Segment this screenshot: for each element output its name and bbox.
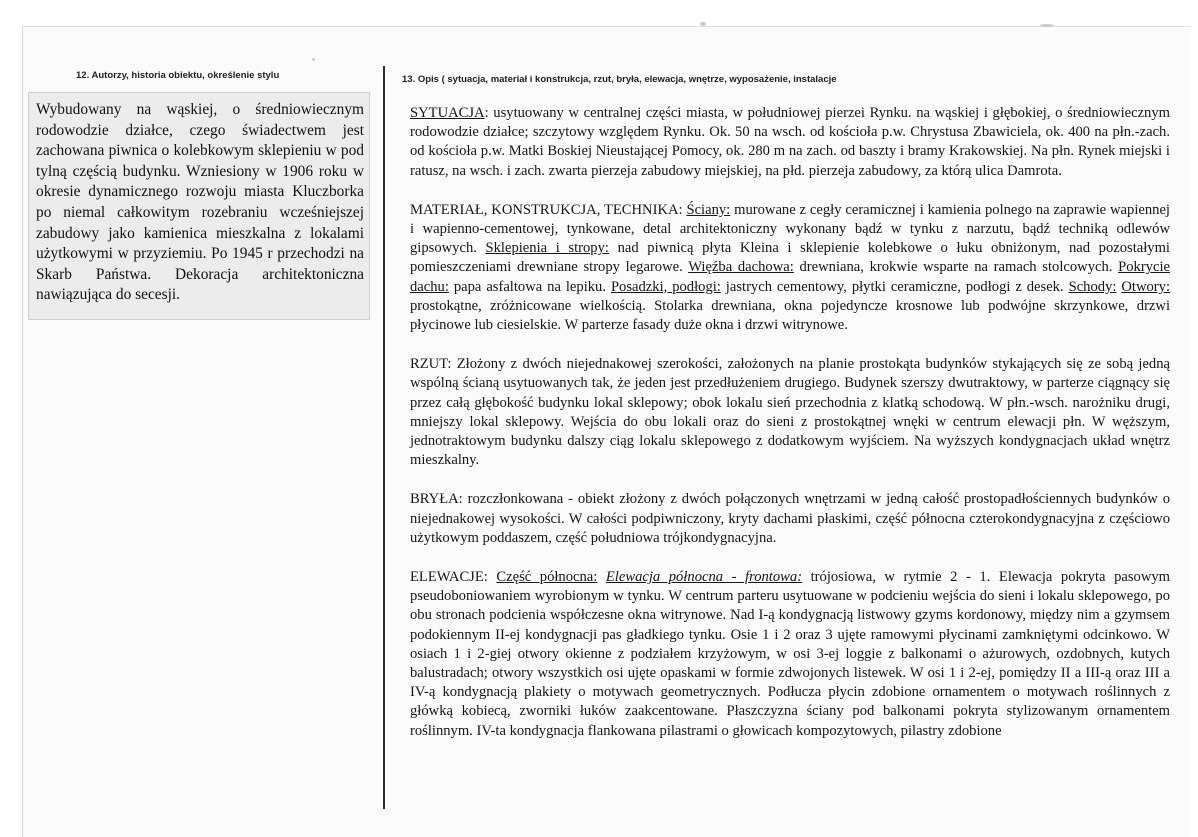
section-13-header: 13. Opis ( sytuacja, materiał i konstrukcja, rzut, bryła, elewacja, wnętrze, wyposażenie, instalacje	[402, 74, 837, 85]
pokrycie-text: papa asfaltowa na lepiku.	[448, 278, 611, 295]
scan-speck	[1040, 24, 1054, 27]
pokrycie-label: Pokrycie dachu:	[410, 259, 1170, 295]
column-divider	[383, 66, 385, 809]
material-label: MATERIAŁ, KONSTRUKCJA, TECHNIKA:	[410, 201, 687, 218]
posadzki-text: jastrych cementowy, płytki ceramiczne, podłogi z desek.	[720, 278, 1069, 295]
sciany-text: murowane z cegły ceramicznej i kamienia polnego na zaprawie wapiennej i wapienno-cementowej, tynkowane, detal architektoniczny wykonany bądź w tynku z narzutu, bądź techniką odlewów gipsowych.	[410, 201, 1170, 257]
sytuacja-text: : usytuowany w centralnej części miasta, w południowej pierzei Rynku. na wąskiej i głębokiej, o średniowiecznym rodowodzie działce; szczytowy względem Rynku. Ok. 50 na wsch. od kościoła p.w. Chrystusa Zbawiciela, ok. 400 na płn.-zach. od kościoła p.w. Matki Boskiej Nieustającej Pomocy, ok. 280 m na zach. od baszty i bramy Krakowskiej. Na płn. Rynek miejski i ratusz, na wsch. i zach. zwarta pierzeja zabudowy miejskiej, na płd. pierzeja zabudowy, za którą ulica Damrota.	[410, 105, 1170, 179]
sklepienia-text: nad piwnicą płyta Kleina i sklepienie kolebkowe o łuku obniżonym, nad pozostałymi pomieszczeniami drewniane stropy legarowe.	[410, 240, 1170, 276]
elewacje-label: ELEWACJE:	[410, 569, 497, 586]
elewacja-frontowa-label: Elewacja północna - frontowa:	[605, 569, 803, 586]
elewacje-paragraph	[410, 568, 1170, 741]
scan-speck	[312, 58, 315, 61]
otwory-label: Otwory:	[1121, 278, 1171, 295]
wiezba-label: Więźba dachowa:	[688, 259, 794, 276]
czesc-polnocna-label: Część północna:	[496, 569, 598, 586]
rzut-paragraph: RZUT: Złożony z dwóch niejednakowej szerokości, założonych na planie prostokąta budynków stykających się ze sobą jedną wspólną ścianą usytuowanych tak, że jeden jest przedłużeniem drugiego. Budynek szerszy dwutraktowy, w parterze ciągnący się przez całą głębokość budynku lokal sklepowy; obok lokalu sień przechodnia z klatką schodową. W płn.-wsch. narożniku drugi, mniejszy lokal sklepowy. Wejścia do obu lokali oraz do sieni z prostokątnej wnęki w centrum elewacji płn. W węższym, jednotraktowym budynku dalszy ciąg lokalu sklepowego z dodatkowym wyjściem. Na wyższych kondygnacjach układ wnętrz mieszkalny.	[410, 356, 1170, 469]
elewacje-space	[597, 569, 606, 585]
sklepienia-label: Sklepienia i stropy:	[485, 240, 609, 257]
posadzki-label: Posadzki, podłogi:	[610, 278, 721, 295]
bryla-paragraph: BRYŁA: rozczłonkowana - obiekt złożony z dwóch połączonych wnętrzami w jedną całość prostopadłościennych budynków o niejednakowej wysokości. W całości podpiwniczony, kryty dachami płaskimi, część północna czterokondygnacyjna z częściowo użytkowym poddaszem, część południowa trójkondygnacyjna.	[410, 491, 1170, 546]
sciany-label: Ściany:	[686, 201, 731, 218]
otwory-text: prostokątne, zróżnicowane wielkością. Stolarka drewniana, okna pojedyncze krosnowe lub podwójne skrzynkowe, drzwi płycinowe lub ciesielskie. W parterze fasady duże okna i drzwi witrynowe.	[410, 297, 1170, 334]
scan-speck	[700, 22, 706, 26]
sytuacja-label: SYTUACJA	[410, 105, 485, 121]
sytuacja-paragraph	[410, 104, 1170, 181]
material-paragraph	[410, 201, 1170, 335]
schody-label: Schody:	[1068, 278, 1117, 295]
wiezba-text: drewniana, krokwie wsparte na ramach stolcowych.	[793, 259, 1119, 276]
history-text: Wybudowany na wąskiej, o średniowiecznym rodowodzie działce, czego świadectwem jest zachowana piwnica o kolebkowym sklepieniu w pod tylną częścią budynku. Wzniesiony w 1906 roku w okresie dynamicznego rozwoju miasta Kluczborka po niemal całkowitym rozebraniu wcześniejszej zabudowy jako kamienica mieszkalna z lokalami użytkowymi w przyziemiu. Po 1945 r przechodzi na Skarb Państwa. Dekoracja architektoniczna nawiązująca do secesji.	[36, 101, 364, 304]
elewacje-text: trójosiowa, w rytmie 2 - 1. Elewacja pokryta pasowym pseudoboniowaniem wyrobionym w tynku. W centrum parteru usytuowane w podcieniu wejścia do sieni i lokalu sklepowego, po obu stronach podcienia współczesne okna witrynowe. Nad I-ą kondygnacją listwowy gzyms kordonowy, między nim a gzymsem podokiennym II-ej kondygnacji pas gładkiego tynku. Osie 1 i 2 oraz 3 ujęte ramowymi płycinami zamkniętymi odcinkowo. W osiach 1 i 2-giej otwory okienne z podziałem krzyżowym, w osi 3-ej loggie z balkonami o ażurowych, ozdobnych, kutych balustradach; otwory wszystkich osi ujęte opaskami w formie zdwojonych listewek. W osi 1 i 2-ej, pomiędzy II a III-ą oraz III a IV-ą kondygnacją plakiety o motywach geometrycznych. Podłucza płycin zdobione ornamentem o motywach roślinnych z główką kobiecą, zworniki łuków zaakcentowane. Płaszczyzna ściany pod balkonami pokryta stylizowanym ornamentem roślinnym. IV-ta kondygnacja flankowana pilastrami o głowicach kompozytowych, pilastry zdobione	[410, 569, 1171, 739]
description-column	[410, 104, 1170, 761]
section-12-header: 12. Autorzy, historia obiektu, określenie stylu	[76, 70, 280, 81]
